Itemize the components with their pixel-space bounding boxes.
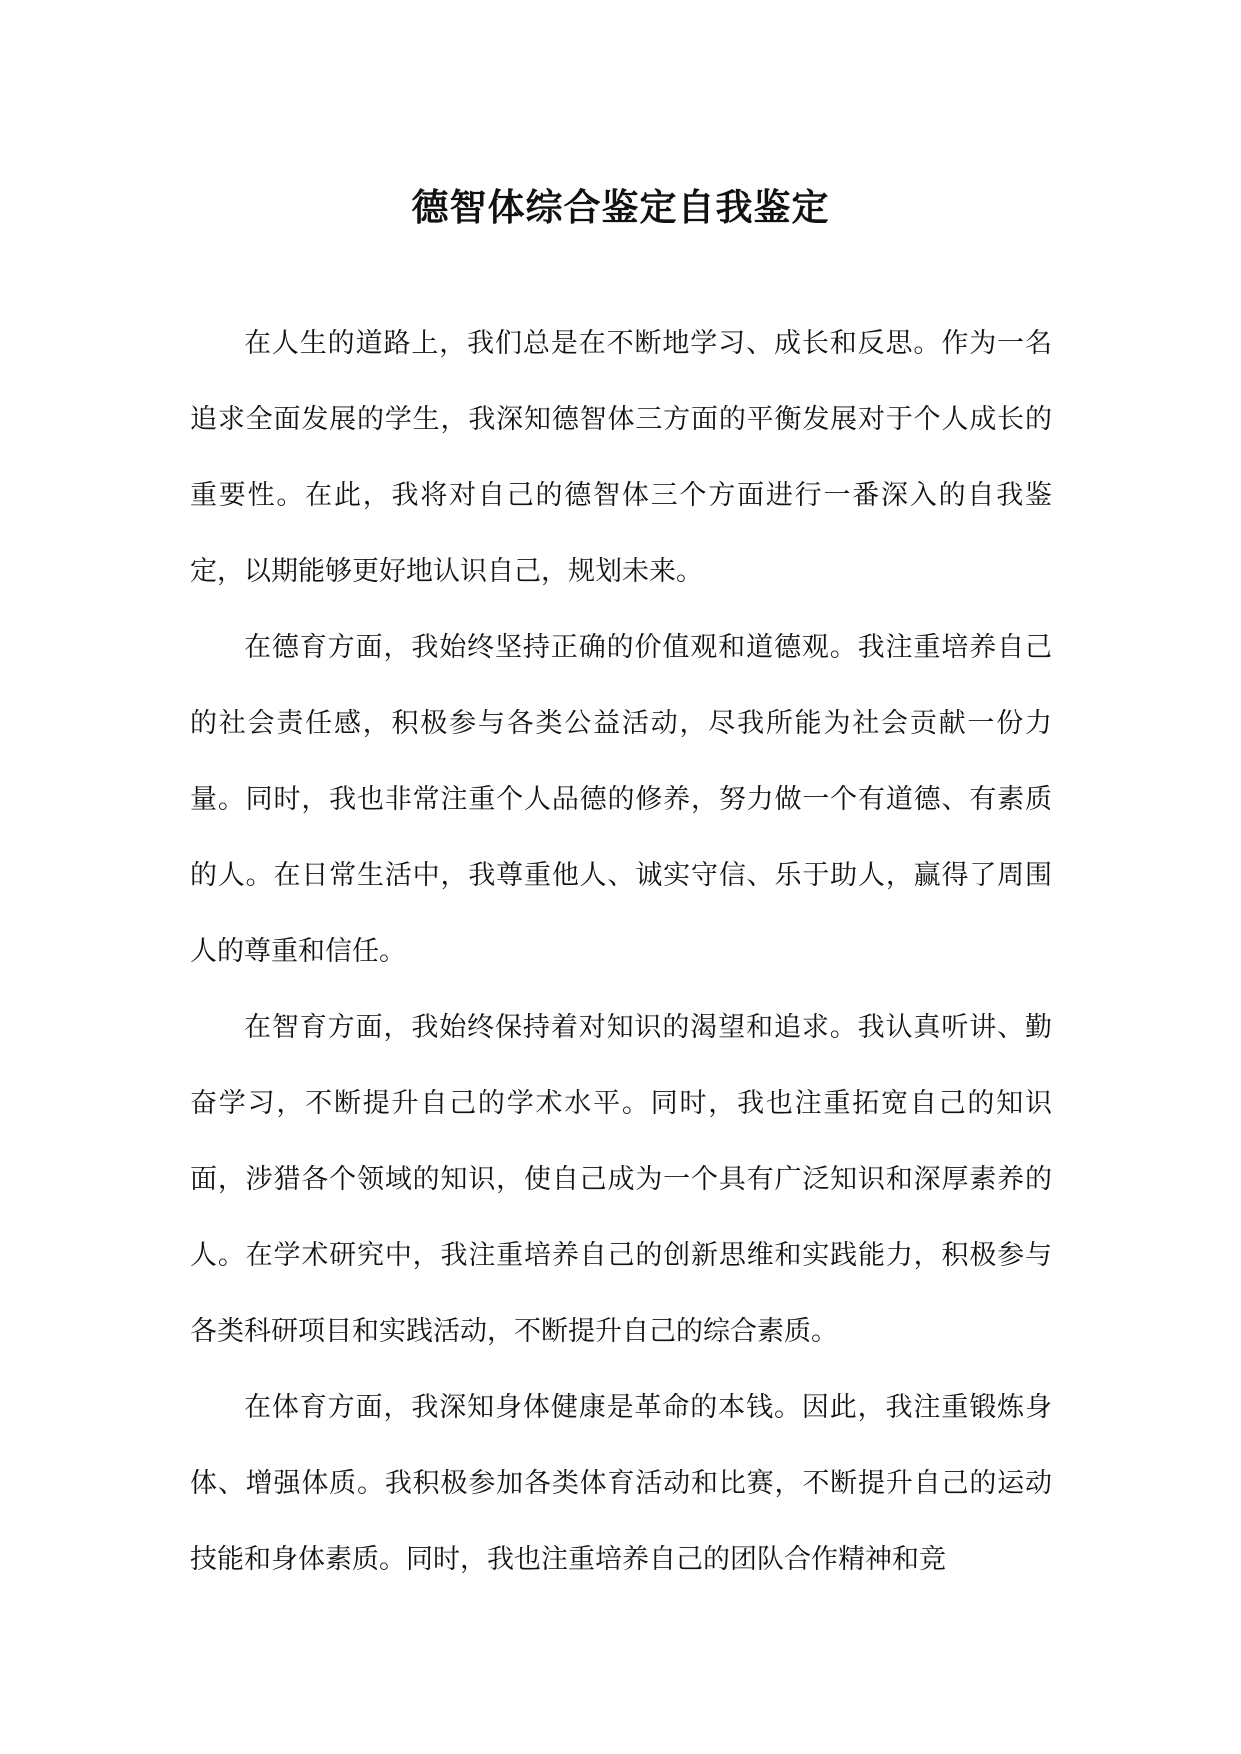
- document-title: 德智体综合鉴定自我鉴定: [411, 185, 830, 229]
- paragraph: 在体育方面，我深知身体健康是革命的本钱。因此，我注重锻炼身体、增强体质。我积极参加各类体育活动和比赛，不断提升自己的运动技能和身体素质。同时，我也注重培养自己的团队合作精神和竞: [190, 1392, 1052, 1575]
- paragraph: 在德育方面，我始终坚持正确的价值观和道德观。我注重培养自己的社会责任感，积极参与各类公益活动，尽我所能为社会贡献一份力量。同时，我也非常注重个人品德的修养，努力做一个有道德、有素质的人。在日常生活中，我尊重他人、诚实守信、乐于助人，赢得了周围人的尊重和信任。: [190, 632, 1052, 967]
- document-body: [190, 306, 1052, 1598]
- paragraph: 在智育方面，我始终保持着对知识的渴望和追求。我认真听讲、勤奋学习，不断提升自己的学术水平。同时，我也注重拓宽自己的知识面，涉猎各个领域的知识，使自己成为一个具有广泛知识和深厚素养的人。在学术研究中，我注重培养自己的创新思维和实践能力，积极参与各类科研项目和实践活动，不断提升自己的综合素质。: [190, 1012, 1052, 1347]
- paragraph: 在人生的道路上，我们总是在不断地学习、成长和反思。作为一名追求全面发展的学生，我深知德智体三方面的平衡发展对于个人成长的重要性。在此，我将对自己的德智体三个方面进行一番深入的自我鉴定，以期能够更好地认识自己，规划未来。: [190, 328, 1052, 587]
